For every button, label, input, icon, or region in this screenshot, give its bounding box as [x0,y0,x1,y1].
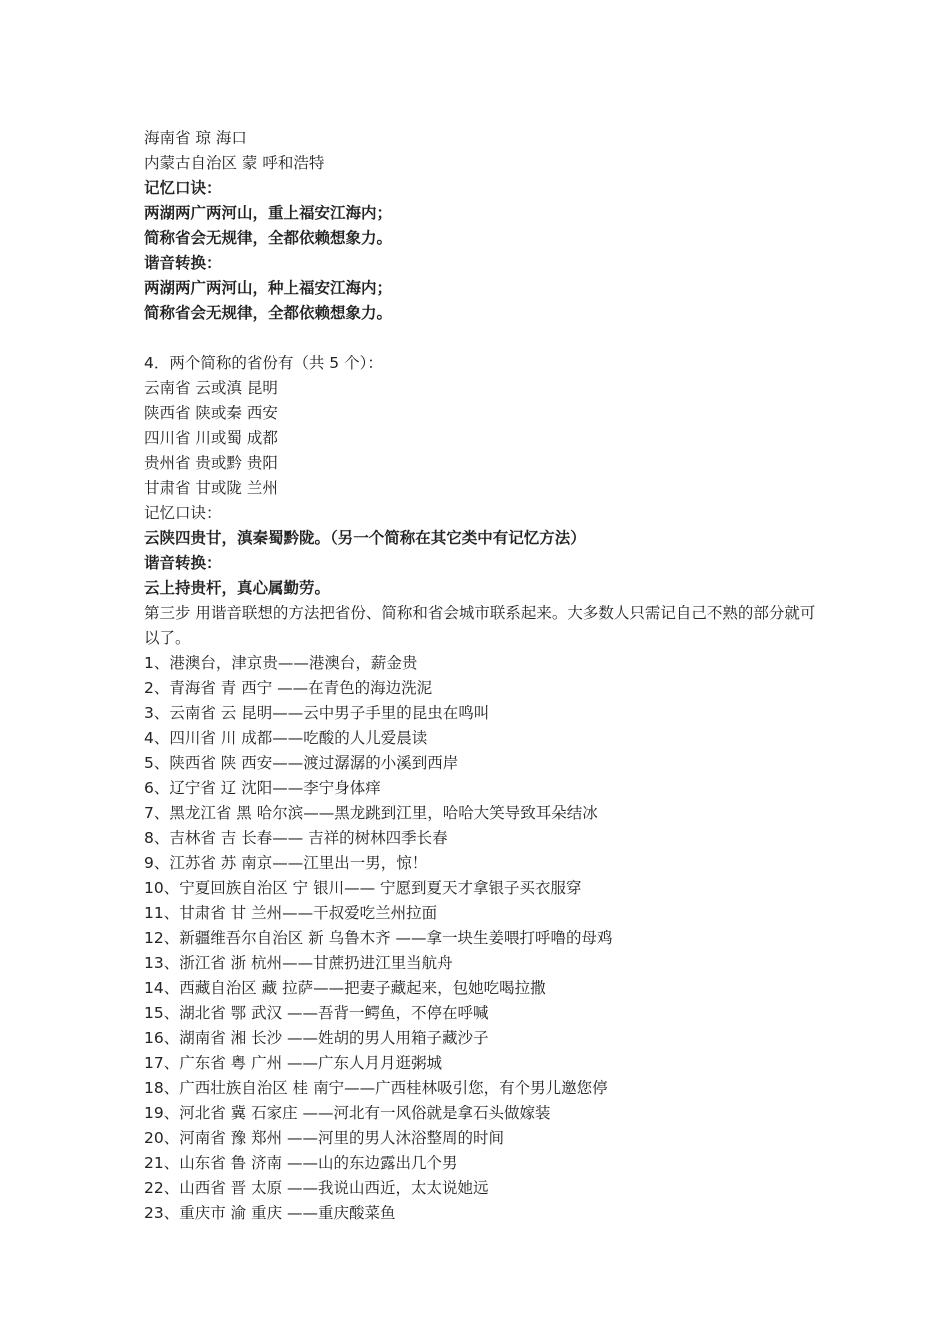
text-line: 云陕四贵甘，滇秦蜀黔陇。（另一个简称在其它类中有记忆方法） [144,529,586,547]
text-line: 12、新疆维吾尔自治区 新 乌鲁木齐 ——拿一块生姜喂打呼噜的母鸡 [144,929,613,947]
text-line: 简称省会无规律，全都依赖想象力。 [144,229,393,247]
text-line: 两湖两广两河山，种上福安江海内； [144,279,393,297]
text-line: 5、陕西省 陕 西安——渡过潺潺的小溪到西岸 [144,754,459,772]
text-line: 8、吉林省 吉 长春—— 吉祥的树林四季长春 [144,829,448,847]
text-line: 海南省 琼 海口 [144,129,247,147]
text-line: 贵州省 贵或黔 贵阳 [144,454,278,472]
text-line: 18、广西壮族自治区 桂 南宁——广西桂林吸引您，有个男儿邀您停 [144,1079,608,1097]
text-line: 10、宁夏回族自治区 宁 银川—— 宁愿到夏天才拿银子买衣服穿 [144,879,582,897]
text-line: 7、黑龙江省 黑 哈尔滨——黑龙跳到江里，哈哈大笑导致耳朵结冰 [144,804,598,822]
text-line: 22、山西省 晋 太原 ——我说山西近，太太说她远 [144,1179,489,1197]
blank-line [144,326,824,351]
text-line: 17、广东省 粤 广州 ——广东人月月逛粥城 [144,1054,443,1072]
text-line: 甘肃省 甘或陇 兰州 [144,479,278,497]
text-line: 19、河北省 冀 石家庄 ——河北有一风俗就是拿石头做嫁装 [144,1104,551,1122]
text-line: 谐音转换： [144,554,222,572]
text-line: 1、港澳台，津京贵——港澳台，薪金贵 [144,654,418,672]
text-line: 4、四川省 川 成都——吃酸的人儿爱晨读 [144,729,428,747]
text-line: 9、江苏省 苏 南京——江里出一男，惊！ [144,854,428,872]
document-body [144,126,824,1226]
text-line: 2、青海省 青 西宁 ——在青色的海边洗泥 [144,679,433,697]
text-line: 3、云南省 云 昆明——云中男子手里的昆虫在鸣叫 [144,704,490,722]
text-line: 记忆口诀： [144,504,222,522]
text-line: 15、湖北省 鄂 武汉 ——吾背一鳄鱼，不停在呼喊 [144,1004,489,1022]
text-line: 第三步 用谐音联想的方法把省份、简称和省会城市联系起来。大多数人只需记自己不熟的部分就可以了。 [144,604,816,647]
text-line: 20、河南省 豫 郑州 ——河里的男人沐浴整周的时间 [144,1129,505,1147]
text-line: 内蒙古自治区 蒙 呼和浩特 [144,154,325,172]
text-line: 谐音转换： [144,254,222,272]
text-line: 云南省 云或滇 昆明 [144,379,278,397]
text-line: 6、辽宁省 辽 沈阳——李宁身体痒 [144,779,381,797]
text-line: 23、重庆市 渝 重庆 ——重庆酸菜鱼 [144,1204,396,1222]
text-line: 云上持贵杆，真心属勤劳。 [144,579,331,597]
text-line: 14、西藏自治区 藏 拉萨——把妻子藏起来，包她吃喝拉撒 [144,979,546,997]
text-line: 两湖两广两河山，重上福安江海内； [144,204,393,222]
text-line: 16、湖南省 湘 长沙 ——姓胡的男人用箱子藏沙子 [144,1029,489,1047]
text-line: 13、浙江省 浙 杭州——甘蔗扔进江里当航舟 [144,954,453,972]
text-line: 记忆口诀： [144,179,222,197]
text-line: 11、甘肃省 甘 兰州——干叔爱吃兰州拉面 [144,904,438,922]
text-line: 陕西省 陕或秦 西安 [144,404,278,422]
text-line: 21、山东省 鲁 济南 ——山的东边露出几个男 [144,1154,458,1172]
text-line: 4．两个简称的省份有（共 5 个）： [144,354,383,372]
text-line: 简称省会无规律，全都依赖想象力。 [144,304,393,322]
text-line: 四川省 川或蜀 成都 [144,429,278,447]
